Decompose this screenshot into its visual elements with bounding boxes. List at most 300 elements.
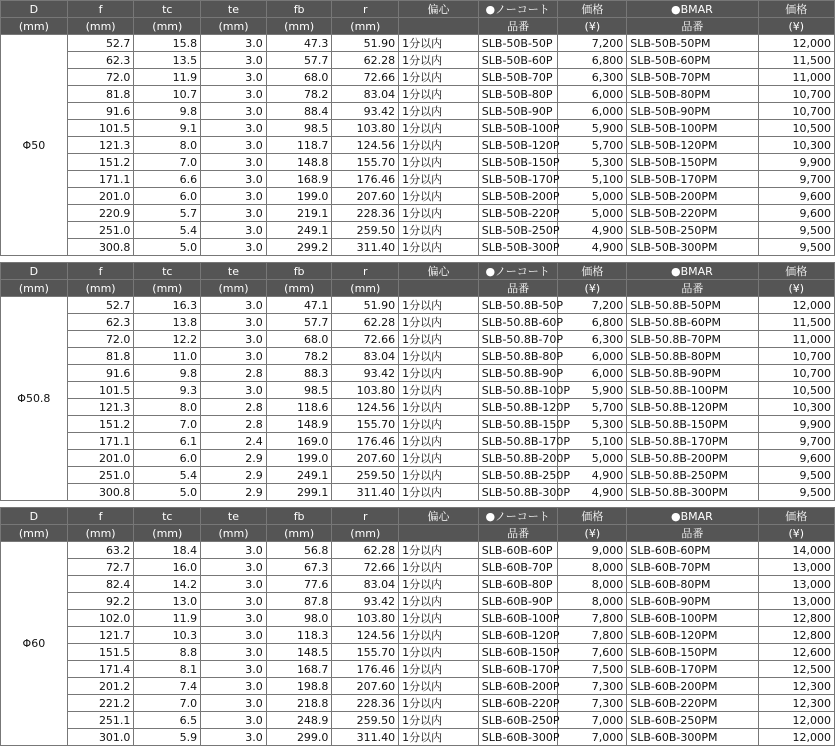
cell-f: 301.0 xyxy=(67,729,134,746)
cell-f: 201.0 xyxy=(67,450,134,467)
cell-fb: 249.1 xyxy=(266,467,332,484)
cell-fb: 67.3 xyxy=(266,559,332,576)
cell-tc: 11.9 xyxy=(134,69,201,86)
cell-r: 93.42 xyxy=(332,593,399,610)
cell-offset: 1分以内 xyxy=(399,729,479,746)
header-price1: 価格 xyxy=(558,508,627,525)
header-unit-tc: (mm) xyxy=(134,525,201,542)
header-tc: tc xyxy=(134,508,201,525)
cell-tc: 8.0 xyxy=(134,137,201,154)
cell-te: 3.0 xyxy=(201,52,267,69)
cell-nocoat: SLB-50B-150P xyxy=(478,154,558,171)
cell-f: 52.7 xyxy=(67,297,134,314)
cell-fb: 57.7 xyxy=(266,314,332,331)
cell-fb: 299.0 xyxy=(266,729,332,746)
cell-bmar: SLB-50B-200PM xyxy=(627,188,758,205)
cell-f: 251.1 xyxy=(67,712,134,729)
cell-r: 72.66 xyxy=(332,331,399,348)
cell-f: 201.0 xyxy=(67,188,134,205)
cell-fb: 57.7 xyxy=(266,52,332,69)
cell-bmar: SLB-50.8B-90PM xyxy=(627,365,758,382)
cell-f: 91.6 xyxy=(67,103,134,120)
cell-f: 72.0 xyxy=(67,69,134,86)
cell-price1: 4,900 xyxy=(558,239,627,256)
header-unit-r: (mm) xyxy=(332,525,399,542)
table-row xyxy=(1,484,835,501)
cell-tc: 11.0 xyxy=(134,348,201,365)
cell-nocoat: SLB-60B-220P xyxy=(478,695,558,712)
cell-offset: 1分以内 xyxy=(399,314,479,331)
header-row-units xyxy=(1,280,835,297)
table-row xyxy=(1,348,835,365)
cell-bmar: SLB-50B-300PM xyxy=(627,239,758,256)
cell-f: 121.3 xyxy=(67,137,134,154)
cell-offset: 1分以内 xyxy=(399,154,479,171)
header-fb: fb xyxy=(266,508,332,525)
cell-r: 207.60 xyxy=(332,450,399,467)
cell-price1: 5,900 xyxy=(558,382,627,399)
cell-tc: 10.3 xyxy=(134,627,201,644)
cell-offset: 1分以内 xyxy=(399,542,479,559)
cell-te: 3.0 xyxy=(201,678,267,695)
header-price2: 価格 xyxy=(758,263,834,280)
cell-bmar: SLB-50B-80PM xyxy=(627,86,758,103)
cell-price1: 7,300 xyxy=(558,678,627,695)
cell-nocoat: SLB-50B-120P xyxy=(478,137,558,154)
cell-f: 220.9 xyxy=(67,205,134,222)
cell-price2: 12,500 xyxy=(758,661,834,678)
cell-price2: 9,500 xyxy=(758,484,834,501)
header-r: r xyxy=(332,508,399,525)
cell-price1: 7,000 xyxy=(558,729,627,746)
cell-r: 72.66 xyxy=(332,559,399,576)
cell-nocoat: SLB-50.8B-300P xyxy=(478,484,558,501)
diameter-label: Φ50.8 xyxy=(1,297,68,501)
cell-price2: 9,600 xyxy=(758,450,834,467)
cell-price1: 6,000 xyxy=(558,103,627,120)
header-unit-f: (mm) xyxy=(67,280,134,297)
cell-price1: 7,000 xyxy=(558,712,627,729)
cell-te: 3.0 xyxy=(201,382,267,399)
cell-te: 3.0 xyxy=(201,331,267,348)
cell-offset: 1分以内 xyxy=(399,103,479,120)
table-row xyxy=(1,467,835,484)
header-bmar: ●BMAR xyxy=(627,1,758,18)
cell-te: 3.0 xyxy=(201,627,267,644)
cell-offset: 1分以内 xyxy=(399,35,479,52)
cell-nocoat: SLB-50B-90P xyxy=(478,103,558,120)
header-tc: tc xyxy=(134,263,201,280)
cell-f: 82.4 xyxy=(67,576,134,593)
cell-offset: 1分以内 xyxy=(399,382,479,399)
cell-bmar: SLB-60B-300PM xyxy=(627,729,758,746)
cell-fb: 198.8 xyxy=(266,678,332,695)
table-row xyxy=(1,171,835,188)
cell-tc: 15.8 xyxy=(134,35,201,52)
cell-price1: 7,200 xyxy=(558,297,627,314)
cell-bmar: SLB-60B-170PM xyxy=(627,661,758,678)
table-row xyxy=(1,644,835,661)
cell-offset: 1分以内 xyxy=(399,399,479,416)
cell-offset: 1分以内 xyxy=(399,627,479,644)
cell-bmar: SLB-60B-120PM xyxy=(627,627,758,644)
cell-offset: 1分以内 xyxy=(399,450,479,467)
cell-f: 81.8 xyxy=(67,348,134,365)
cell-price2: 10,700 xyxy=(758,86,834,103)
cell-offset: 1分以内 xyxy=(399,205,479,222)
header-unit-te: (mm) xyxy=(201,280,267,297)
header-unit-tc: (mm) xyxy=(134,280,201,297)
cell-tc: 9.1 xyxy=(134,120,201,137)
cell-te: 3.0 xyxy=(201,222,267,239)
header-unit-offset xyxy=(399,525,479,542)
cell-price2: 12,300 xyxy=(758,678,834,695)
cell-price2: 10,500 xyxy=(758,120,834,137)
cell-fb: 88.4 xyxy=(266,103,332,120)
cell-tc: 16.0 xyxy=(134,559,201,576)
cell-nocoat: SLB-50.8B-170P xyxy=(478,433,558,450)
cell-bmar: SLB-50B-50PM xyxy=(627,35,758,52)
cell-price1: 6,800 xyxy=(558,52,627,69)
cell-tc: 7.0 xyxy=(134,154,201,171)
cell-f: 102.0 xyxy=(67,610,134,627)
header-unit-d: (mm) xyxy=(1,525,68,542)
cell-price1: 7,800 xyxy=(558,610,627,627)
cell-price1: 6,300 xyxy=(558,69,627,86)
cell-price2: 13,000 xyxy=(758,576,834,593)
cell-fb: 68.0 xyxy=(266,69,332,86)
cell-bmar: SLB-60B-80PM xyxy=(627,576,758,593)
header-r: r xyxy=(332,263,399,280)
cell-price2: 12,000 xyxy=(758,712,834,729)
header-fb: fb xyxy=(266,1,332,18)
cell-price2: 11,000 xyxy=(758,69,834,86)
cell-fb: 148.9 xyxy=(266,416,332,433)
cell-nocoat: SLB-60B-90P xyxy=(478,593,558,610)
header-bmar: ●BMAR xyxy=(627,263,758,280)
header-row-top xyxy=(1,508,835,525)
cell-fb: 98.5 xyxy=(266,120,332,137)
cell-price1: 9,000 xyxy=(558,542,627,559)
cell-r: 83.04 xyxy=(332,576,399,593)
header-unit-te: (mm) xyxy=(201,525,267,542)
cell-price1: 8,000 xyxy=(558,576,627,593)
cell-offset: 1分以内 xyxy=(399,416,479,433)
cell-price1: 6,800 xyxy=(558,314,627,331)
header-unit-nocoat: 品番 xyxy=(478,280,558,297)
cell-bmar: SLB-50.8B-200PM xyxy=(627,450,758,467)
cell-fb: 168.9 xyxy=(266,171,332,188)
table-row xyxy=(1,239,835,256)
cell-bmar: SLB-60B-250PM xyxy=(627,712,758,729)
header-unit-price1: (¥) xyxy=(558,280,627,297)
cell-bmar: SLB-60B-200PM xyxy=(627,678,758,695)
cell-nocoat: SLB-50B-200P xyxy=(478,188,558,205)
cell-nocoat: SLB-60B-100P xyxy=(478,610,558,627)
cell-bmar: SLB-50.8B-250PM xyxy=(627,467,758,484)
cell-r: 124.56 xyxy=(332,627,399,644)
table-row xyxy=(1,576,835,593)
cell-r: 103.80 xyxy=(332,382,399,399)
cell-r: 311.40 xyxy=(332,729,399,746)
table-row xyxy=(1,610,835,627)
cell-tc: 5.4 xyxy=(134,222,201,239)
cell-price1: 7,800 xyxy=(558,627,627,644)
cell-nocoat: SLB-50B-80P xyxy=(478,86,558,103)
cell-fb: 78.2 xyxy=(266,348,332,365)
cell-nocoat: SLB-50B-250P xyxy=(478,222,558,239)
cell-bmar: SLB-50.8B-60PM xyxy=(627,314,758,331)
header-d: D xyxy=(1,1,68,18)
cell-bmar: SLB-50.8B-120PM xyxy=(627,399,758,416)
cell-tc: 5.7 xyxy=(134,205,201,222)
cell-nocoat: SLB-60B-200P xyxy=(478,678,558,695)
table-row xyxy=(1,450,835,467)
table-row xyxy=(1,120,835,137)
cell-bmar: SLB-50B-100PM xyxy=(627,120,758,137)
cell-te: 3.0 xyxy=(201,137,267,154)
cell-r: 228.36 xyxy=(332,205,399,222)
spec-table-phi60 xyxy=(0,507,835,746)
header-nocoat: ●ノーコート xyxy=(478,508,558,525)
cell-r: 311.40 xyxy=(332,484,399,501)
cell-f: 72.7 xyxy=(67,559,134,576)
table-row xyxy=(1,137,835,154)
header-unit-offset xyxy=(399,280,479,297)
cell-nocoat: SLB-50B-60P xyxy=(478,52,558,69)
table-row xyxy=(1,695,835,712)
cell-bmar: SLB-60B-150PM xyxy=(627,644,758,661)
header-bmar: ●BMAR xyxy=(627,508,758,525)
header-nocoat: ●ノーコート xyxy=(478,1,558,18)
cell-offset: 1分以内 xyxy=(399,171,479,188)
cell-te: 2.8 xyxy=(201,399,267,416)
header-row-top xyxy=(1,263,835,280)
cell-nocoat: SLB-50.8B-200P xyxy=(478,450,558,467)
cell-te: 3.0 xyxy=(201,35,267,52)
cell-offset: 1分以内 xyxy=(399,331,479,348)
cell-nocoat: SLB-60B-80P xyxy=(478,576,558,593)
table-row xyxy=(1,35,835,52)
header-unit-fb: (mm) xyxy=(266,18,332,35)
cell-tc: 6.0 xyxy=(134,450,201,467)
header-offset: 偏心 xyxy=(399,508,479,525)
table-row xyxy=(1,69,835,86)
header-nocoat: ●ノーコート xyxy=(478,263,558,280)
header-unit-r: (mm) xyxy=(332,280,399,297)
cell-te: 3.0 xyxy=(201,69,267,86)
header-unit-bmar: 品番 xyxy=(627,280,758,297)
table-row xyxy=(1,712,835,729)
cell-te: 3.0 xyxy=(201,239,267,256)
cell-bmar: SLB-50.8B-150PM xyxy=(627,416,758,433)
cell-price2: 9,500 xyxy=(758,222,834,239)
cell-tc: 13.5 xyxy=(134,52,201,69)
cell-offset: 1分以内 xyxy=(399,52,479,69)
cell-tc: 8.8 xyxy=(134,644,201,661)
cell-price1: 4,900 xyxy=(558,467,627,484)
cell-bmar: SLB-50.8B-70PM xyxy=(627,331,758,348)
cell-te: 3.0 xyxy=(201,559,267,576)
cell-r: 228.36 xyxy=(332,695,399,712)
cell-bmar: SLB-50B-170PM xyxy=(627,171,758,188)
header-unit-f: (mm) xyxy=(67,525,134,542)
cell-price2: 11,500 xyxy=(758,314,834,331)
cell-te: 3.0 xyxy=(201,205,267,222)
cell-r: 83.04 xyxy=(332,86,399,103)
cell-tc: 9.3 xyxy=(134,382,201,399)
cell-te: 3.0 xyxy=(201,576,267,593)
cell-nocoat: SLB-50B-170P xyxy=(478,171,558,188)
cell-r: 155.70 xyxy=(332,416,399,433)
table-row xyxy=(1,627,835,644)
cell-fb: 148.5 xyxy=(266,644,332,661)
cell-fb: 249.1 xyxy=(266,222,332,239)
cell-f: 221.2 xyxy=(67,695,134,712)
cell-tc: 11.9 xyxy=(134,610,201,627)
cell-offset: 1分以内 xyxy=(399,222,479,239)
cell-offset: 1分以内 xyxy=(399,137,479,154)
cell-price2: 12,600 xyxy=(758,644,834,661)
cell-offset: 1分以内 xyxy=(399,610,479,627)
cell-price2: 10,700 xyxy=(758,365,834,382)
header-offset: 偏心 xyxy=(399,263,479,280)
cell-nocoat: SLB-60B-70P xyxy=(478,559,558,576)
cell-price2: 10,300 xyxy=(758,399,834,416)
cell-fb: 98.0 xyxy=(266,610,332,627)
cell-price2: 12,800 xyxy=(758,610,834,627)
cell-te: 3.0 xyxy=(201,86,267,103)
cell-bmar: SLB-50B-90PM xyxy=(627,103,758,120)
cell-fb: 118.7 xyxy=(266,137,332,154)
table-row xyxy=(1,365,835,382)
cell-tc: 5.0 xyxy=(134,239,201,256)
header-te: te xyxy=(201,1,267,18)
cell-tc: 12.2 xyxy=(134,331,201,348)
cell-price1: 7,200 xyxy=(558,35,627,52)
header-row-units xyxy=(1,18,835,35)
header-unit-te: (mm) xyxy=(201,18,267,35)
cell-offset: 1分以内 xyxy=(399,712,479,729)
cell-te: 3.0 xyxy=(201,171,267,188)
cell-nocoat: SLB-50.8B-90P xyxy=(478,365,558,382)
cell-te: 2.9 xyxy=(201,450,267,467)
cell-nocoat: SLB-60B-60P xyxy=(478,542,558,559)
cell-price1: 5,700 xyxy=(558,399,627,416)
cell-r: 176.46 xyxy=(332,661,399,678)
cell-bmar: SLB-50B-220PM xyxy=(627,205,758,222)
cell-te: 3.0 xyxy=(201,610,267,627)
cell-f: 121.3 xyxy=(67,399,134,416)
cell-bmar: SLB-60B-90PM xyxy=(627,593,758,610)
cell-tc: 14.2 xyxy=(134,576,201,593)
cell-tc: 18.4 xyxy=(134,542,201,559)
spec-table-phi50-8 xyxy=(0,262,835,501)
cell-tc: 7.4 xyxy=(134,678,201,695)
cell-nocoat: SLB-50.8B-120P xyxy=(478,399,558,416)
cell-nocoat: SLB-60B-120P xyxy=(478,627,558,644)
cell-r: 51.90 xyxy=(332,297,399,314)
cell-price2: 13,000 xyxy=(758,593,834,610)
cell-price2: 12,000 xyxy=(758,35,834,52)
cell-f: 251.0 xyxy=(67,467,134,484)
cell-price1: 5,700 xyxy=(558,137,627,154)
cell-tc: 6.5 xyxy=(134,712,201,729)
cell-fb: 248.9 xyxy=(266,712,332,729)
cell-tc: 6.0 xyxy=(134,188,201,205)
cell-price1: 7,300 xyxy=(558,695,627,712)
cell-f: 92.2 xyxy=(67,593,134,610)
cell-fb: 199.0 xyxy=(266,188,332,205)
header-fb: fb xyxy=(266,263,332,280)
cell-nocoat: SLB-50B-220P xyxy=(478,205,558,222)
cell-price1: 7,600 xyxy=(558,644,627,661)
header-unit-fb: (mm) xyxy=(266,525,332,542)
table-row xyxy=(1,382,835,399)
cell-nocoat: SLB-60B-170P xyxy=(478,661,558,678)
table-row xyxy=(1,222,835,239)
header-tc: tc xyxy=(134,1,201,18)
cell-price2: 10,700 xyxy=(758,348,834,365)
cell-r: 124.56 xyxy=(332,137,399,154)
cell-f: 151.2 xyxy=(67,416,134,433)
cell-nocoat: SLB-50.8B-150P xyxy=(478,416,558,433)
cell-offset: 1分以内 xyxy=(399,86,479,103)
cell-price2: 10,700 xyxy=(758,103,834,120)
header-unit-d: (mm) xyxy=(1,280,68,297)
cell-bmar: SLB-60B-70PM xyxy=(627,559,758,576)
cell-te: 3.0 xyxy=(201,154,267,171)
cell-price2: 9,700 xyxy=(758,171,834,188)
cell-fb: 199.0 xyxy=(266,450,332,467)
cell-price2: 14,000 xyxy=(758,542,834,559)
cell-r: 72.66 xyxy=(332,69,399,86)
cell-offset: 1分以内 xyxy=(399,239,479,256)
cell-tc: 9.8 xyxy=(134,365,201,382)
header-d: D xyxy=(1,508,68,525)
cell-tc: 5.0 xyxy=(134,484,201,501)
cell-price2: 9,600 xyxy=(758,188,834,205)
cell-price2: 11,000 xyxy=(758,331,834,348)
cell-fb: 168.7 xyxy=(266,661,332,678)
cell-te: 3.0 xyxy=(201,297,267,314)
cell-nocoat: SLB-60B-250P xyxy=(478,712,558,729)
header-offset: 偏心 xyxy=(399,1,479,18)
cell-offset: 1分以内 xyxy=(399,433,479,450)
cell-fb: 68.0 xyxy=(266,331,332,348)
cell-price1: 5,100 xyxy=(558,171,627,188)
cell-bmar: SLB-50B-250PM xyxy=(627,222,758,239)
cell-r: 259.50 xyxy=(332,467,399,484)
cell-te: 3.0 xyxy=(201,712,267,729)
cell-offset: 1分以内 xyxy=(399,695,479,712)
cell-r: 155.70 xyxy=(332,644,399,661)
header-unit-price1: (¥) xyxy=(558,18,627,35)
cell-nocoat: SLB-50.8B-80P xyxy=(478,348,558,365)
cell-te: 2.8 xyxy=(201,416,267,433)
cell-nocoat: SLB-50B-100P xyxy=(478,120,558,137)
cell-price2: 9,500 xyxy=(758,239,834,256)
cell-te: 3.0 xyxy=(201,120,267,137)
header-unit-f: (mm) xyxy=(67,18,134,35)
cell-r: 93.42 xyxy=(332,365,399,382)
header-unit-r: (mm) xyxy=(332,18,399,35)
cell-te: 3.0 xyxy=(201,188,267,205)
cell-te: 3.0 xyxy=(201,729,267,746)
table-row xyxy=(1,593,835,610)
cell-bmar: SLB-50B-60PM xyxy=(627,52,758,69)
cell-r: 62.28 xyxy=(332,52,399,69)
